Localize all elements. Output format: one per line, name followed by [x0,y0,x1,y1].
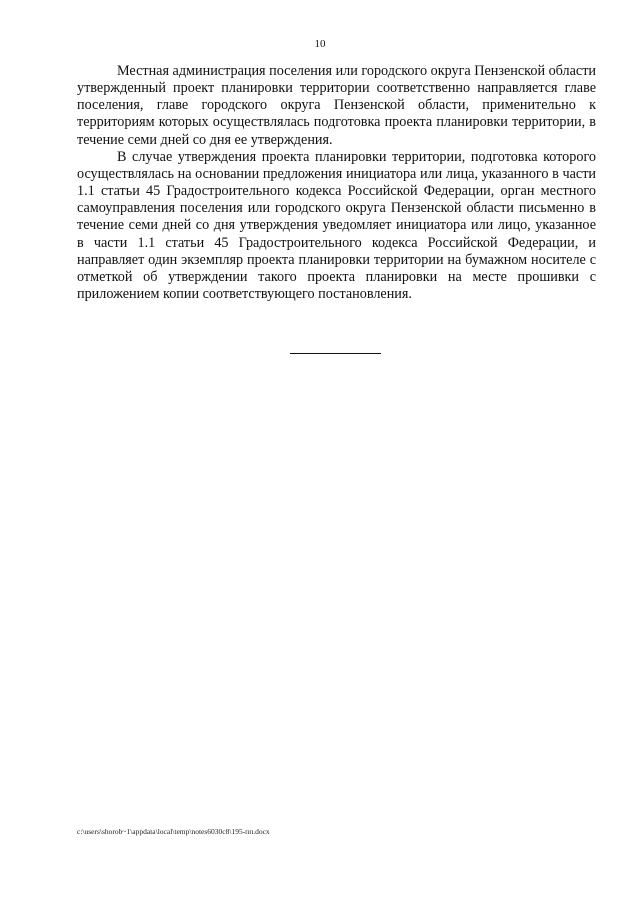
paragraph-approval-notice: Местная администрация поселения или городского округа Пензенской области утвержденный проект планировки территории соответственно направляется главе поселения, главе городского округа Пензенской области, применительно к территориям которых осуществлялась подготовка проекта планировки территории, в течение семи дней со дня ее утверждения. [77,63,597,148]
end-divider [290,353,381,354]
page-number: 10 [314,38,326,50]
footer-file-path: c:\users\shorob~1\appdata\local\temp\notes6030c8\195-пп.docx [77,827,270,836]
paragraph-initiator-notice: В случае утверждения проекта планировки территории, подготовка которого осуществлялась на основании предложения инициатора или лица, указанного в части 1.1 статьи 45 Градостроительного кодекса Российской Федерации, орган местного самоуправления поселения или городского округа Пензенской области письменно в течение семи дней со дня утверждения уведомляет инициатора или лицо, указанное в части 1.1 статьи 45 Градостроительного кодекса Российской Федерации, и направляет один экземпляр проекта планировки территории на бумажном носителе с отметкой об утверждении такого проекта планировки на месте прошивки с приложением копии соответствующего постановления. [77,148,596,303]
document-body [77,63,596,303]
